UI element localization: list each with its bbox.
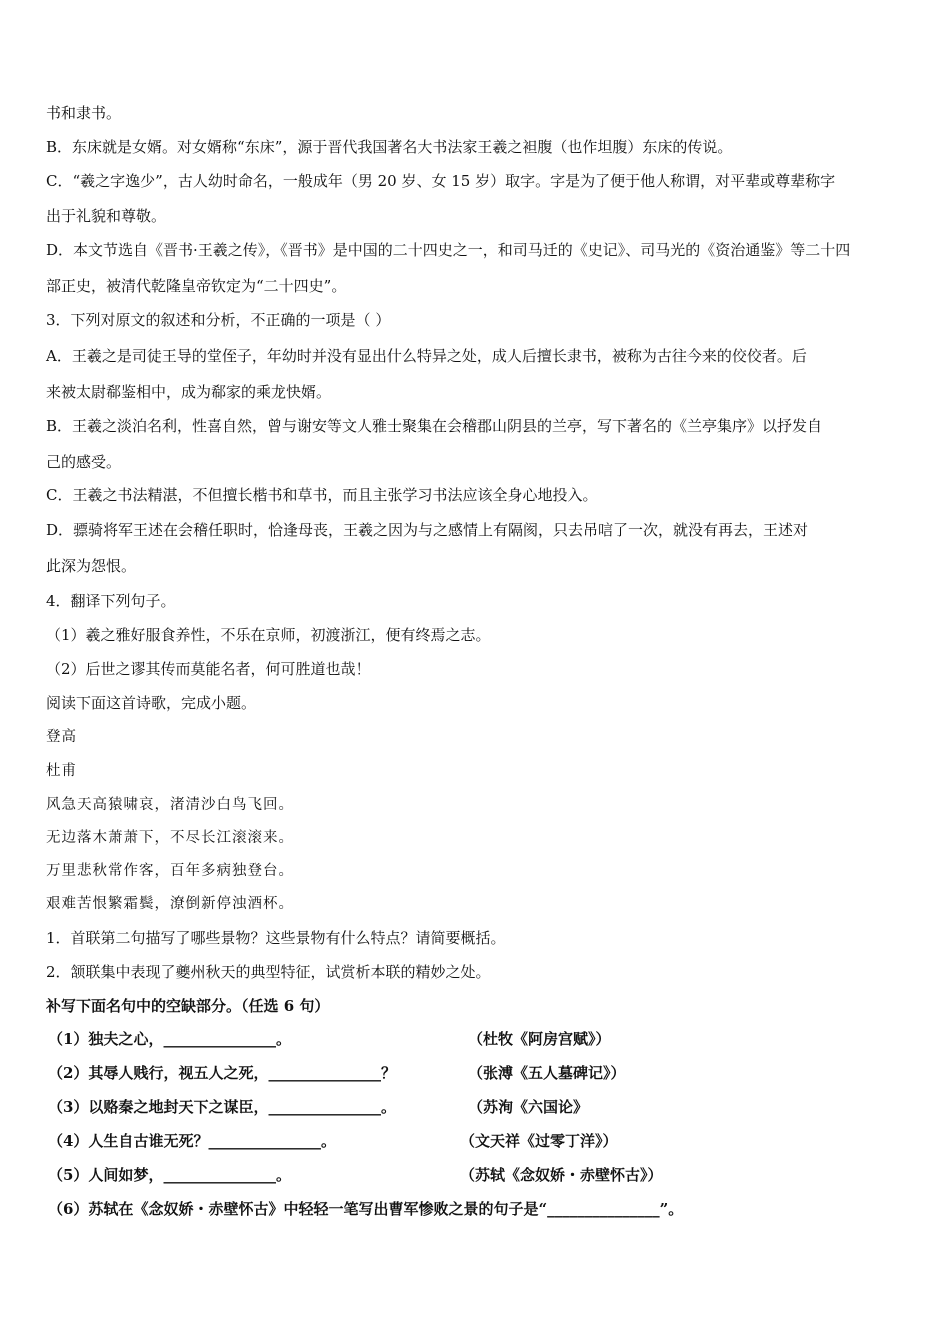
text-line: 出于礼貌和尊敬。 (46, 207, 167, 225)
fill-in-instruction: 补写下面名句中的空缺部分。（任选 6 句） (46, 997, 330, 1015)
fill-in-question: （3）以赂秦之地封天下之谋臣，_______________。 (48, 1098, 396, 1116)
poem-author: 杜甫 (46, 763, 77, 779)
text-line: 己的感受。 (46, 453, 122, 471)
fill-in-source: （苏轼《念奴娇・赤壁怀古》） (460, 1166, 663, 1184)
text-line: 书和隶书。 (46, 104, 122, 122)
fill-in-question: （4）人生自古谁无死？_______________。 (48, 1132, 336, 1150)
fill-in-question: （1）独夫之心，_______________。 (48, 1030, 291, 1048)
poem-question-1: 1．首联第二句描写了哪些景物？这些景物有什么特点？请简要概括。 (46, 929, 506, 947)
fill-in-question: （5）人间如梦，_______________。 (48, 1166, 291, 1184)
poem-question-2: 2．颔联集中表现了夔州秋天的典型特征，试赏析本联的精妙之处。 (46, 963, 491, 981)
translate-sentence-1: （1）羲之雅好服食养性，不乐在京师，初渡浙江，便有终焉之志。 (46, 626, 491, 644)
fill-in-source: （杜牧《阿房宫赋》） (468, 1030, 611, 1048)
fill-in-question: （2）其辱人贱行，视五人之死，_______________？ (48, 1064, 396, 1082)
poem-verse: 万里悲秋常作客，百年多病独登台。 (46, 863, 294, 879)
translate-sentence-2: （2）后世之谬其传而莫能名者，何可胜道也哉！ (46, 660, 371, 678)
option-b-q2: B．东床就是女婿。对女婿称“东床”，源于晋代我国著名大书法家王羲之袒腹（也作坦腹）东床的传说。 (46, 138, 733, 156)
option-b-q3: B．王羲之淡泊名利，性喜自然，曾与谢安等文人雅士聚集在会稽郡山阴县的兰亭，写下著名的《兰亭集序》以抒发自 (46, 417, 823, 435)
question-3: 3．下列对原文的叙述和分析，不正确的一项是（ ） (46, 311, 391, 329)
fill-in-source: （文天祥《过零丁洋》） (460, 1132, 618, 1150)
poem-instruction: 阅读下面这首诗歌，完成小题。 (46, 694, 257, 712)
poem-title: 登高 (46, 729, 77, 745)
text-line: 此深为怨恨。 (46, 557, 137, 575)
poem-verse: 风急天高猿啸哀，渚清沙白鸟飞回。 (46, 797, 294, 813)
text-line: 部正史，被清代乾隆皇帝钦定为“二十四史”。 (46, 277, 347, 295)
poem-verse: 无边落木萧萧下，不尽长江滚滚来。 (46, 830, 294, 846)
poem-verse: 艰难苦恨繁霜鬓，潦倒新停浊酒杯。 (46, 896, 294, 912)
text-line: 来被太尉郗鉴相中，成为郗家的乘龙快婿。 (46, 383, 332, 401)
fill-in-source: （苏洵《六国论》 (468, 1098, 589, 1116)
option-c-q2: C．“羲之字逸少”，古人幼时命名，一般成年（男 20 岁、女 15 岁）取字。字是为了便于他人称谓，对平辈或尊辈称字 (46, 172, 836, 190)
question-4: 4．翻译下列句子。 (46, 592, 176, 610)
option-d-q3: D．骠骑将军王述在会稽任职时，恰逢母丧，王羲之因为与之感情上有隔阂，只去吊唁了一次，就没有再去，王述对 (46, 521, 809, 539)
fill-in-source: （张溥《五人墓碑记》） (468, 1064, 626, 1082)
fill-in-question: （6）苏轼在《念奴娇・赤壁怀古》中轻轻一笔写出曹军惨败之景的句子是“_______________”。 (48, 1200, 684, 1218)
option-c-q3: C．王羲之书法精湛，不但擅长楷书和草书，而且主张学习书法应该全身心地投入。 (46, 486, 598, 504)
option-d-q2: D．本文节选自《晋书·王羲之传》，《晋书》是中国的二十四史之一，和司马迁的《史记》、司马光的《资治通鉴》等二十四 (46, 241, 851, 259)
option-a-q3: A．王羲之是司徒王导的堂侄子，年幼时并没有显出什么特异之处，成人后擅长隶书，被称为古往今来的佼佼者。后 (46, 347, 807, 365)
